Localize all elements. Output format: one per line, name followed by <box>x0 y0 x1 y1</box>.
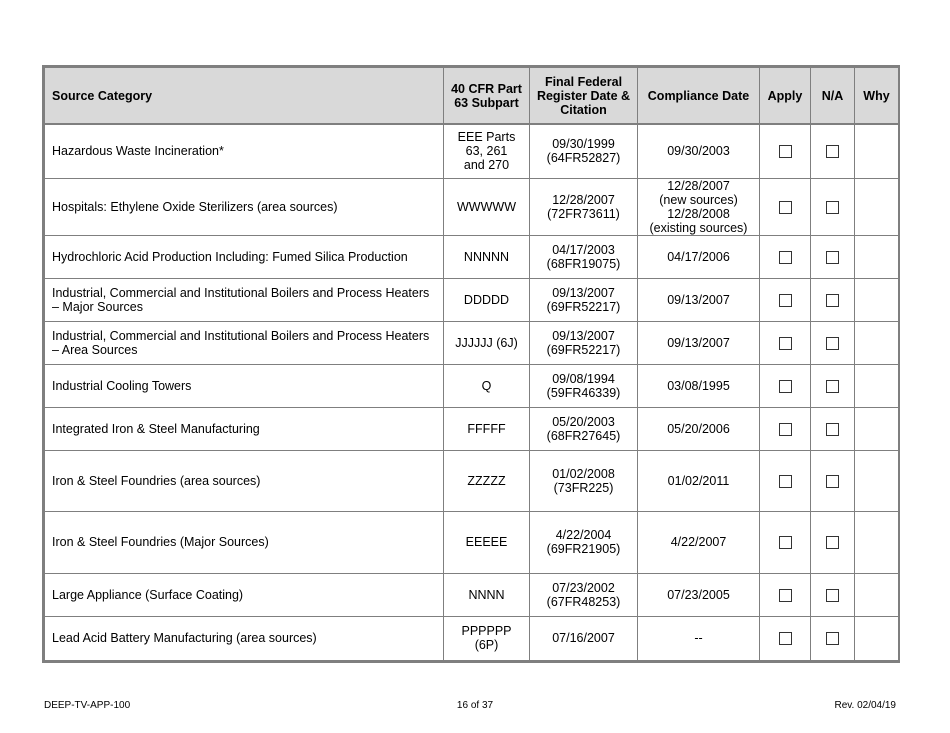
na-checkbox[interactable] <box>826 475 839 488</box>
apply-checkbox[interactable] <box>779 423 792 436</box>
register-line: (73FR225) <box>553 480 614 495</box>
subpart-cell <box>444 178 530 235</box>
compliance-line: 12/28/2008 <box>667 206 730 221</box>
na-cell <box>811 178 855 235</box>
source-category-table-wrapper <box>42 65 900 663</box>
na-cell <box>811 616 855 660</box>
header-row <box>45 68 899 125</box>
subpart-line: FFFFF <box>467 421 506 436</box>
apply-cell <box>760 235 811 278</box>
register-cell <box>530 407 638 450</box>
source-category-cell: Hydrochloric Acid Production Including: Fumed Silica Production <box>45 235 444 278</box>
compliance-line: 03/08/1995 <box>667 378 730 393</box>
compliance-cell <box>638 364 760 407</box>
source-category-cell: Large Appliance (Surface Coating) <box>45 573 444 616</box>
table-row <box>45 321 899 364</box>
na-checkbox[interactable] <box>826 589 839 602</box>
compliance-line: 09/13/2007 <box>667 335 730 350</box>
why-cell[interactable] <box>855 124 899 178</box>
register-cell <box>530 450 638 511</box>
register-line: (69FR21905) <box>546 542 621 556</box>
apply-cell <box>760 407 811 450</box>
apply-cell <box>760 278 811 321</box>
register-line: 07/16/2007 <box>552 631 615 645</box>
na-cell <box>811 278 855 321</box>
na-checkbox[interactable] <box>826 145 839 158</box>
na-checkbox[interactable] <box>826 536 839 549</box>
register-line: 04/17/2003 <box>552 242 615 257</box>
table-row <box>45 616 899 660</box>
na-cell <box>811 364 855 407</box>
register-line: 09/13/2007 <box>552 328 615 343</box>
apply-checkbox[interactable] <box>779 475 792 488</box>
apply-checkbox[interactable] <box>779 337 792 350</box>
compliance-cell <box>638 450 760 511</box>
compliance-cell <box>638 407 760 450</box>
compliance-cell <box>638 235 760 278</box>
na-checkbox[interactable] <box>826 251 839 264</box>
apply-cell <box>760 450 811 511</box>
footer-revision: Rev. 02/04/19 <box>834 700 896 711</box>
subpart-line: 63, 261 <box>465 144 508 159</box>
compliance-line: (existing sources) <box>649 220 748 235</box>
source-category-cell: Industrial Cooling Towers <box>45 364 444 407</box>
subpart-line: JJJJJJ (6J) <box>455 335 518 350</box>
register-line: (59FR46339) <box>546 385 621 400</box>
na-checkbox[interactable] <box>826 380 839 393</box>
table-row <box>45 407 899 450</box>
source-category-cell: Iron & Steel Foundries (Major Sources) <box>45 511 444 573</box>
subpart-cell <box>444 124 530 178</box>
compliance-cell <box>638 124 760 178</box>
apply-checkbox[interactable] <box>779 632 792 645</box>
subpart-cell <box>444 235 530 278</box>
register-line: (68FR19075) <box>546 256 621 271</box>
header-na: N/A <box>811 68 855 125</box>
register-line: 01/02/2008 <box>552 466 615 481</box>
subpart-line: and 270 <box>463 158 510 173</box>
subpart-cell <box>444 511 530 573</box>
header-apply: Apply <box>760 68 811 125</box>
na-cell <box>811 235 855 278</box>
subpart-line: EEE Parts <box>457 130 516 145</box>
na-cell <box>811 124 855 178</box>
why-cell[interactable] <box>855 573 899 616</box>
compliance-cell <box>638 178 760 235</box>
register-line: (69FR52217) <box>546 299 621 314</box>
table-row <box>45 573 899 616</box>
compliance-line: 07/23/2005 <box>667 587 730 602</box>
apply-cell <box>760 124 811 178</box>
table-row <box>45 511 899 573</box>
register-cell <box>530 235 638 278</box>
apply-cell <box>760 511 811 573</box>
apply-cell <box>760 616 811 660</box>
header-register: Final Federal Register Date & Citation <box>530 68 638 125</box>
register-cell <box>530 321 638 364</box>
table-row <box>45 178 899 235</box>
why-cell[interactable] <box>855 321 899 364</box>
compliance-cell <box>638 573 760 616</box>
compliance-line: 05/20/2006 <box>667 421 730 436</box>
register-cell <box>530 573 638 616</box>
na-cell <box>811 407 855 450</box>
na-cell <box>811 450 855 511</box>
compliance-cell <box>638 278 760 321</box>
register-cell <box>530 616 638 660</box>
why-cell[interactable] <box>855 511 899 573</box>
register-line: (72FR73611) <box>547 206 620 221</box>
source-category-cell: Industrial, Commercial and Institutional Boilers and Process Heaters – Major Sources <box>45 278 444 321</box>
subpart-cell <box>444 616 530 660</box>
subpart-cell <box>444 278 530 321</box>
subpart-line: WWWWW <box>457 199 516 214</box>
table-row <box>45 124 899 178</box>
register-line: 09/08/1994 <box>552 371 615 386</box>
compliance-line: 04/17/2006 <box>667 249 730 264</box>
footer-page-number: 16 of 37 <box>456 700 494 711</box>
na-checkbox[interactable] <box>826 201 839 214</box>
source-category-table <box>44 67 899 661</box>
na-checkbox[interactable] <box>826 632 839 645</box>
register-line: 12/28/2007 <box>552 192 615 207</box>
na-checkbox[interactable] <box>826 423 839 436</box>
compliance-line: -- <box>694 631 703 645</box>
compliance-cell <box>638 321 760 364</box>
compliance-line: 4/22/2007 <box>670 535 727 549</box>
apply-checkbox[interactable] <box>779 251 792 264</box>
subpart-cell <box>444 573 530 616</box>
subpart-line: NNNN <box>468 587 505 602</box>
compliance-cell <box>638 511 760 573</box>
apply-checkbox[interactable] <box>779 536 792 549</box>
why-cell[interactable] <box>855 616 899 660</box>
subpart-line: DDDDD <box>463 292 510 307</box>
subpart-line: (6P) <box>474 638 499 652</box>
subpart-cell <box>444 321 530 364</box>
subpart-line: Q <box>481 378 492 393</box>
compliance-line: (new sources) <box>659 192 738 207</box>
apply-checkbox[interactable] <box>779 294 792 307</box>
subpart-line: EEEEE <box>465 535 508 549</box>
register-line: 09/30/1999 <box>552 137 615 152</box>
why-cell[interactable] <box>855 178 899 235</box>
table-row <box>45 235 899 278</box>
table-row <box>45 278 899 321</box>
source-category-cell: Hospitals: Ethylene Oxide Sterilizers (area sources) <box>45 178 444 235</box>
why-cell[interactable] <box>855 407 899 450</box>
register-line: 09/13/2007 <box>552 285 615 300</box>
register-line: 07/23/2002 <box>552 580 615 595</box>
source-category-cell: Hazardous Waste Incineration* <box>45 124 444 178</box>
header-compliance-date: Compliance Date <box>638 68 760 125</box>
register-line: (67FR48253) <box>546 594 621 609</box>
compliance-line: 12/28/2007 <box>667 178 730 193</box>
table-body <box>45 124 899 660</box>
register-cell <box>530 511 638 573</box>
subpart-line: ZZZZZ <box>467 473 506 488</box>
apply-checkbox[interactable] <box>779 145 792 158</box>
register-cell <box>530 124 638 178</box>
why-cell[interactable] <box>855 235 899 278</box>
apply-checkbox[interactable] <box>779 380 792 393</box>
apply-cell <box>760 573 811 616</box>
na-cell <box>811 321 855 364</box>
compliance-line: 09/13/2007 <box>667 292 730 307</box>
header-subpart: 40 CFR Part 63 Subpart <box>444 68 530 125</box>
register-line: (64FR52827) <box>546 151 621 166</box>
register-cell <box>530 178 638 235</box>
compliance-line: 09/30/2003 <box>667 144 730 159</box>
apply-checkbox[interactable] <box>779 201 792 214</box>
na-checkbox[interactable] <box>826 337 839 350</box>
why-cell[interactable] <box>855 364 899 407</box>
apply-checkbox[interactable] <box>779 589 792 602</box>
source-category-cell: Integrated Iron & Steel Manufacturing <box>45 407 444 450</box>
apply-cell <box>760 178 811 235</box>
source-category-cell: Lead Acid Battery Manufacturing (area sources) <box>45 616 444 660</box>
na-cell <box>811 511 855 573</box>
subpart-cell <box>444 407 530 450</box>
na-cell <box>811 573 855 616</box>
why-cell[interactable] <box>855 450 899 511</box>
subpart-cell <box>444 450 530 511</box>
apply-cell <box>760 321 811 364</box>
table-row <box>45 364 899 407</box>
register-line: (69FR52217) <box>546 342 621 357</box>
subpart-line: PPPPPP <box>461 624 512 638</box>
source-category-cell: Industrial, Commercial and Institutional Boilers and Process Heaters – Area Sources <box>45 321 444 364</box>
apply-cell <box>760 364 811 407</box>
footer-doc-id: DEEP-TV-APP-100 <box>44 700 131 711</box>
register-line: 05/20/2003 <box>552 414 615 429</box>
subpart-line: NNNNN <box>463 249 510 264</box>
compliance-cell <box>638 616 760 660</box>
compliance-line: 01/02/2011 <box>667 473 730 488</box>
why-cell[interactable] <box>855 278 899 321</box>
source-category-cell: Iron & Steel Foundries (area sources) <box>45 450 444 511</box>
header-source-category: Source Category <box>45 68 444 125</box>
header-why: Why <box>855 68 899 125</box>
table-row <box>45 450 899 511</box>
subpart-cell <box>444 364 530 407</box>
register-line: (68FR27645) <box>546 428 621 443</box>
na-checkbox[interactable] <box>826 294 839 307</box>
register-cell <box>530 278 638 321</box>
register-cell <box>530 364 638 407</box>
register-line: 4/22/2004 <box>555 528 612 542</box>
